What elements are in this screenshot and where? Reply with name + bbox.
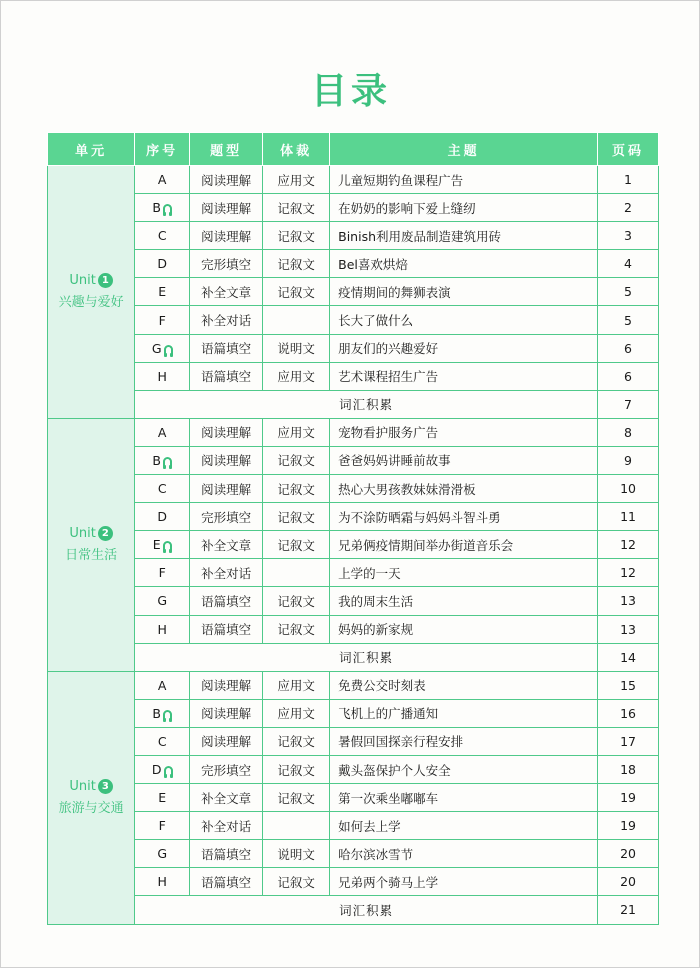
toc-table: [47, 132, 659, 925]
toc-body: [48, 166, 659, 925]
item-type: 补全文章: [190, 278, 263, 306]
item-type: 完形填空: [190, 503, 263, 531]
toc-row: [48, 699, 659, 727]
item-letter: D: [151, 762, 162, 778]
item-genre: 记叙文: [263, 475, 330, 503]
item-letter-cell: [135, 446, 190, 474]
item-topic: 上学的一天: [330, 559, 598, 587]
headphones-icon: [163, 710, 172, 719]
item-genre: [263, 559, 330, 587]
item-letter-cell: [135, 727, 190, 755]
item-genre: 应用文: [263, 699, 330, 727]
item-letter-cell: [135, 671, 190, 699]
item-letter: A: [157, 172, 167, 188]
item-letter: B: [152, 705, 161, 721]
item-type: 阅读理解: [190, 194, 263, 222]
header-genre: 体裁: [263, 133, 330, 166]
vocab-row: [48, 896, 659, 924]
item-topic: 在奶奶的影响下爱上缝纫: [330, 194, 598, 222]
item-topic: Binish利用废品制造建筑用砖: [330, 222, 598, 250]
item-topic: 为不涂防晒霜与妈妈斗智斗勇: [330, 503, 598, 531]
vocab-label: 词汇积累: [135, 896, 598, 924]
item-type: 补全文章: [190, 784, 263, 812]
item-topic: 朋友们的兴趣爱好: [330, 334, 598, 362]
item-letter: G: [151, 340, 162, 356]
header-type: 题型: [190, 133, 263, 166]
unit-name: Unit: [69, 778, 96, 794]
item-letter: B: [152, 200, 161, 216]
item-genre: [263, 306, 330, 334]
item-page: 1: [598, 166, 659, 194]
item-letter-cell: [135, 250, 190, 278]
item-genre: 记叙文: [263, 222, 330, 250]
item-type: 补全对话: [190, 559, 263, 587]
unit-name: Unit: [69, 525, 96, 541]
item-type: 阅读理解: [190, 446, 263, 474]
item-letter: E: [158, 284, 167, 300]
item-letter-cell: [135, 559, 190, 587]
item-genre: 应用文: [263, 166, 330, 194]
item-letter-cell: [135, 222, 190, 250]
item-page: 19: [598, 784, 659, 812]
item-genre: 记叙文: [263, 278, 330, 306]
toc-row: [48, 362, 659, 390]
unit-label: [48, 671, 135, 924]
item-letter-cell: [135, 194, 190, 222]
item-type: 语篇填空: [190, 615, 263, 643]
header-page: 页码: [598, 133, 659, 166]
header-number: 序号: [135, 133, 190, 166]
item-page: 3: [598, 222, 659, 250]
item-page: 8: [598, 418, 659, 446]
unit-theme: 兴趣与爱好: [58, 294, 124, 310]
vocab-row: [48, 390, 659, 418]
item-page: 20: [598, 868, 659, 896]
item-type: 语篇填空: [190, 840, 263, 868]
item-genre: 记叙文: [263, 446, 330, 474]
item-genre: 说明文: [263, 840, 330, 868]
toc-row: [48, 503, 659, 531]
item-type: 完形填空: [190, 755, 263, 783]
toc-row: [48, 559, 659, 587]
item-page: 6: [598, 362, 659, 390]
item-page: 17: [598, 727, 659, 755]
item-letter: F: [158, 312, 166, 328]
vocab-page: 14: [598, 643, 659, 671]
item-topic: Bel喜欢烘焙: [330, 250, 598, 278]
item-type: 阅读理解: [190, 418, 263, 446]
headphones-icon: [164, 345, 173, 354]
item-letter: H: [157, 368, 167, 384]
item-topic: 热心大男孩教妹妹滑滑板: [330, 475, 598, 503]
toc-row: [48, 868, 659, 896]
vocab-label: 词汇积累: [135, 390, 598, 418]
item-topic: 哈尔滨冰雪节: [330, 840, 598, 868]
header-row: [48, 133, 659, 166]
item-topic: 暑假回国探亲行程安排: [330, 727, 598, 755]
item-genre: 记叙文: [263, 503, 330, 531]
item-page: 5: [598, 306, 659, 334]
item-letter-cell: [135, 699, 190, 727]
item-letter-cell: [135, 278, 190, 306]
item-page: 9: [598, 446, 659, 474]
item-genre: [263, 812, 330, 840]
item-topic: 如何去上学: [330, 812, 598, 840]
item-topic: 我的周末生活: [330, 587, 598, 615]
item-page: 2: [598, 194, 659, 222]
item-topic: 戴头盔保护个人安全: [330, 755, 598, 783]
vocab-page: 7: [598, 390, 659, 418]
item-topic: 疫情期间的舞狮表演: [330, 278, 598, 306]
item-type: 语篇填空: [190, 334, 263, 362]
item-letter-cell: [135, 868, 190, 896]
item-genre: 记叙文: [263, 615, 330, 643]
item-page: 16: [598, 699, 659, 727]
toc-row: [48, 222, 659, 250]
item-genre: 说明文: [263, 334, 330, 362]
toc-row: [48, 755, 659, 783]
page-title: 目录: [310, 71, 391, 112]
vocab-label: 词汇积累: [135, 643, 598, 671]
item-topic: 艺术课程招生广告: [330, 362, 598, 390]
toc-row: [48, 615, 659, 643]
item-letter: G: [157, 593, 168, 609]
toc-row: [48, 531, 659, 559]
item-page: 5: [598, 278, 659, 306]
item-type: 阅读理解: [190, 671, 263, 699]
toc-row: [48, 166, 659, 194]
item-genre: 记叙文: [263, 250, 330, 278]
toc-row: [48, 727, 659, 755]
item-type: 语篇填空: [190, 362, 263, 390]
item-type: 补全对话: [190, 306, 263, 334]
toc-row: [48, 418, 659, 446]
item-genre: 记叙文: [263, 531, 330, 559]
headphones-icon: [163, 541, 172, 550]
item-letter-cell: [135, 334, 190, 362]
toc-row: [48, 194, 659, 222]
item-letter-cell: [135, 418, 190, 446]
unit-number-badge: 3: [98, 779, 113, 794]
item-type: 补全对话: [190, 812, 263, 840]
toc-row: [48, 278, 659, 306]
item-page: 19: [598, 812, 659, 840]
item-type: 完形填空: [190, 250, 263, 278]
item-genre: 记叙文: [263, 194, 330, 222]
item-topic: 飞机上的广播通知: [330, 699, 598, 727]
item-type: 阅读理解: [190, 166, 263, 194]
item-letter-cell: [135, 784, 190, 812]
item-letter: F: [158, 818, 166, 834]
item-letter: B: [152, 452, 161, 468]
toc-row: [48, 840, 659, 868]
item-letter: A: [157, 424, 167, 440]
item-page: 11: [598, 503, 659, 531]
item-letter-cell: [135, 615, 190, 643]
headphones-icon: [163, 204, 172, 213]
header-topic: 主题: [330, 133, 598, 166]
item-topic: 兄弟俩疫情期间举办街道音乐会: [330, 531, 598, 559]
item-topic: 儿童短期钓鱼课程广告: [330, 166, 598, 194]
item-letter: E: [152, 537, 161, 553]
item-letter-cell: [135, 362, 190, 390]
item-type: 阅读理解: [190, 475, 263, 503]
item-page: 12: [598, 559, 659, 587]
toc-row: [48, 250, 659, 278]
item-page: 6: [598, 334, 659, 362]
item-genre: 记叙文: [263, 784, 330, 812]
item-letter-cell: [135, 306, 190, 334]
item-type: 语篇填空: [190, 587, 263, 615]
item-topic: 爸爸妈妈讲睡前故事: [330, 446, 598, 474]
item-page: 10: [598, 475, 659, 503]
item-genre: 应用文: [263, 362, 330, 390]
toc-row: [48, 306, 659, 334]
unit-number-badge: 2: [98, 526, 113, 541]
item-letter-cell: [135, 755, 190, 783]
item-topic: 宠物看护服务广告: [330, 418, 598, 446]
item-genre: 应用文: [263, 671, 330, 699]
item-letter: C: [157, 481, 167, 497]
item-letter: D: [157, 256, 167, 272]
item-letter: G: [157, 846, 168, 862]
headphones-icon: [163, 457, 172, 466]
unit-name: Unit: [69, 272, 96, 288]
item-letter: F: [158, 565, 166, 581]
unit-theme: 日常生活: [65, 547, 118, 563]
item-topic: 兄弟两个骑马上学: [330, 868, 598, 896]
item-letter: H: [157, 621, 167, 637]
unit-heading: [48, 523, 134, 545]
unit-heading: [48, 776, 134, 798]
item-letter: C: [157, 228, 167, 244]
unit-label: [48, 166, 135, 419]
item-topic: 妈妈的新家规: [330, 615, 598, 643]
item-topic: 免费公交时刻表: [330, 671, 598, 699]
unit-heading: [48, 270, 134, 292]
item-genre: 应用文: [263, 418, 330, 446]
item-topic: 第一次乘坐嘟嘟车: [330, 784, 598, 812]
headphones-icon: [164, 766, 173, 775]
vocab-page: 21: [598, 896, 659, 924]
toc-row: [48, 784, 659, 812]
item-genre: 记叙文: [263, 755, 330, 783]
header-unit: 单元: [48, 133, 135, 166]
item-page: 4: [598, 250, 659, 278]
item-page: 15: [598, 671, 659, 699]
item-letter: D: [157, 509, 167, 525]
unit-number-badge: 1: [98, 273, 113, 288]
item-letter-cell: [135, 475, 190, 503]
item-letter: A: [157, 677, 167, 693]
item-letter-cell: [135, 531, 190, 559]
item-type: 阅读理解: [190, 699, 263, 727]
toc-row: [48, 334, 659, 362]
item-letter-cell: [135, 812, 190, 840]
toc-row: [48, 812, 659, 840]
item-genre: 记叙文: [263, 587, 330, 615]
item-letter: E: [158, 790, 167, 806]
toc-row: [48, 587, 659, 615]
item-type: 阅读理解: [190, 727, 263, 755]
toc-row: [48, 475, 659, 503]
item-genre: 记叙文: [263, 727, 330, 755]
toc-row: [48, 446, 659, 474]
item-letter-cell: [135, 587, 190, 615]
item-page: 20: [598, 840, 659, 868]
item-type: 补全文章: [190, 531, 263, 559]
item-letter-cell: [135, 840, 190, 868]
item-page: 18: [598, 755, 659, 783]
item-type: 阅读理解: [190, 222, 263, 250]
unit-label: [48, 418, 135, 671]
item-topic: 长大了做什么: [330, 306, 598, 334]
item-letter-cell: [135, 166, 190, 194]
item-page: 12: [598, 531, 659, 559]
unit-theme: 旅游与交通: [58, 800, 124, 816]
item-letter: C: [157, 733, 167, 749]
item-type: 语篇填空: [190, 868, 263, 896]
toc-row: [48, 671, 659, 699]
item-page: 13: [598, 615, 659, 643]
item-genre: 记叙文: [263, 868, 330, 896]
item-page: 13: [598, 587, 659, 615]
item-letter: H: [157, 874, 167, 890]
vocab-row: [48, 643, 659, 671]
item-letter-cell: [135, 503, 190, 531]
